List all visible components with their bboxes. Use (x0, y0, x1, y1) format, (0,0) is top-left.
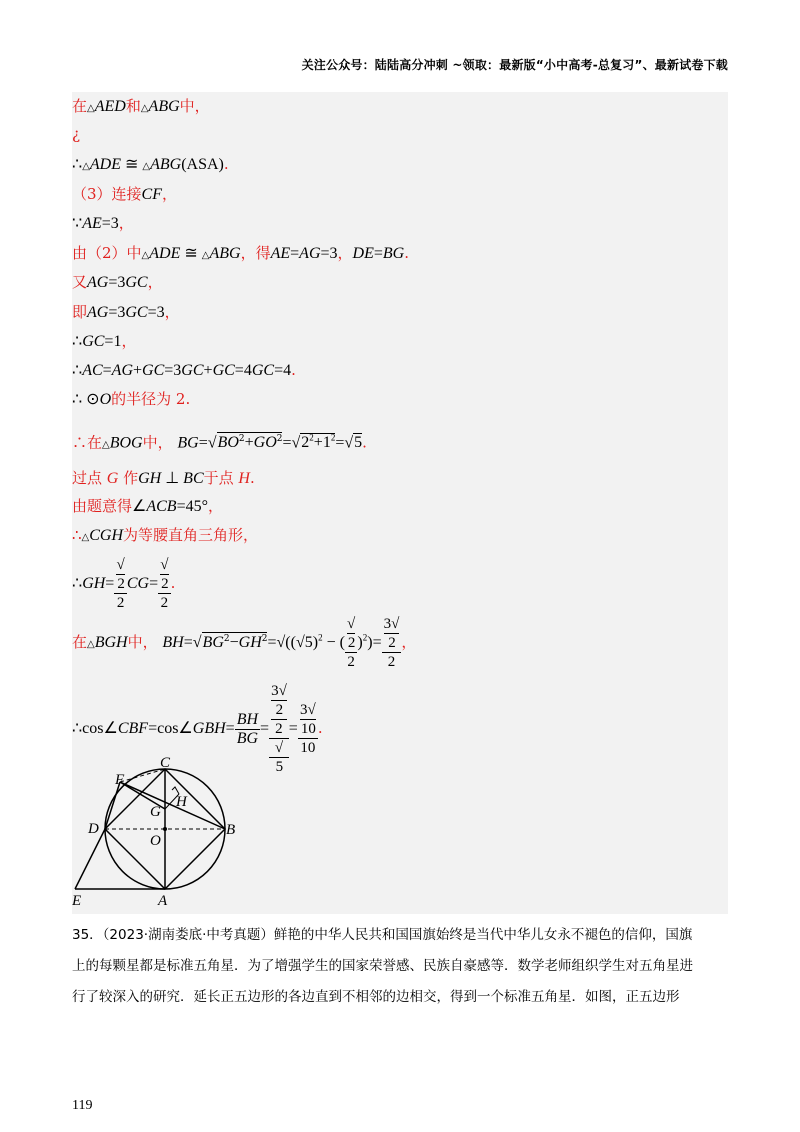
label-h: H (176, 794, 187, 810)
segment-de (75, 829, 105, 889)
solution-line-2: ¿ (72, 125, 81, 143)
label-g: G (150, 804, 161, 820)
solution-line-7: 又AG=3GC， (72, 273, 163, 291)
label-b: B (226, 822, 236, 838)
question-35-line-1: 35．（2023·湖南娄底·中考真题）鲜艳的中华人民共和国国旗始终是当代中华儿女永不褪色的信仰，国旗 (72, 927, 693, 943)
solution-line-12: ∴在△BOG中， $BG=√BO^2+GO^2=√2^2+1^2=√5$. (72, 433, 367, 452)
label-f: F (115, 772, 125, 788)
question-35-line-2: 上的每颗星都是标准五角星．为了增强学生的国家荣誉感、民族自豪感等．数学老师组织学生对五角星进 (72, 958, 693, 974)
solution-line-4: （3）连接CF， (72, 185, 178, 203)
solution-line-15: ∴△CGH为等腰直角三角形， (72, 526, 259, 544)
solution-line-10: ∴AC=AG+GC=3GC+GC=4GC=4. (72, 361, 296, 379)
solution-line-16: ∴GH= √ 2 2 CG= √ 2 2 . (72, 557, 176, 611)
solution-line-11: ∴ ⊙O的半径为 2. (72, 390, 191, 408)
geometry-figure (72, 752, 272, 912)
question-35-line-3: 行了较深入的研究．延长正五边形的各边直到不相邻的边相交，得到一个标准五角星．如图，正五边形 (72, 989, 680, 1005)
solution-line-14: 由题意得∠ACB=45°， (72, 497, 224, 515)
label-a: A (158, 893, 168, 909)
solution-line-18: ∴cos∠CBF=cos∠GBH= $\frac{BH}{BG}$ = 3√ 2 2 √ 5 = 3√ 10 10 . (72, 683, 323, 775)
label-c: C (160, 755, 171, 771)
solution-line-3: ∴△ADE ≅ △ABG(ASA). (72, 155, 229, 173)
label-d: D (88, 821, 99, 837)
solution-line-6: 由（2）中△ADE ≅ △ABG，得AE=AG=3，DE=BG. (72, 244, 410, 262)
solution-line-9: ∴GC=1， (72, 332, 137, 350)
solution-line-1: 在△AED和△ABG中， (72, 97, 210, 115)
label-e: E (72, 893, 82, 909)
solution-line-13: 过点 G 作GH ⊥ BC于点 H. (72, 469, 255, 487)
right-angle-h (172, 787, 179, 794)
solution-line-17: 在△BGH中， $BH=√BG^2-GH^2=√((√5)^2$ − ( √ 2 2 )$^2$)= 3√ 2 2 ， (72, 616, 417, 670)
solution-line-5: ∵AE=3， (72, 214, 134, 232)
solution-line-8: 即AG=3GC=3， (72, 303, 180, 321)
label-o: O (150, 833, 161, 849)
page-header: 关注公众号：陆陆高分冲刺 ~领取：最新版“小中高考-总复习”、最新试卷下载 (301, 58, 728, 72)
point-o (163, 827, 167, 831)
page-number: 119 (72, 1098, 93, 1113)
